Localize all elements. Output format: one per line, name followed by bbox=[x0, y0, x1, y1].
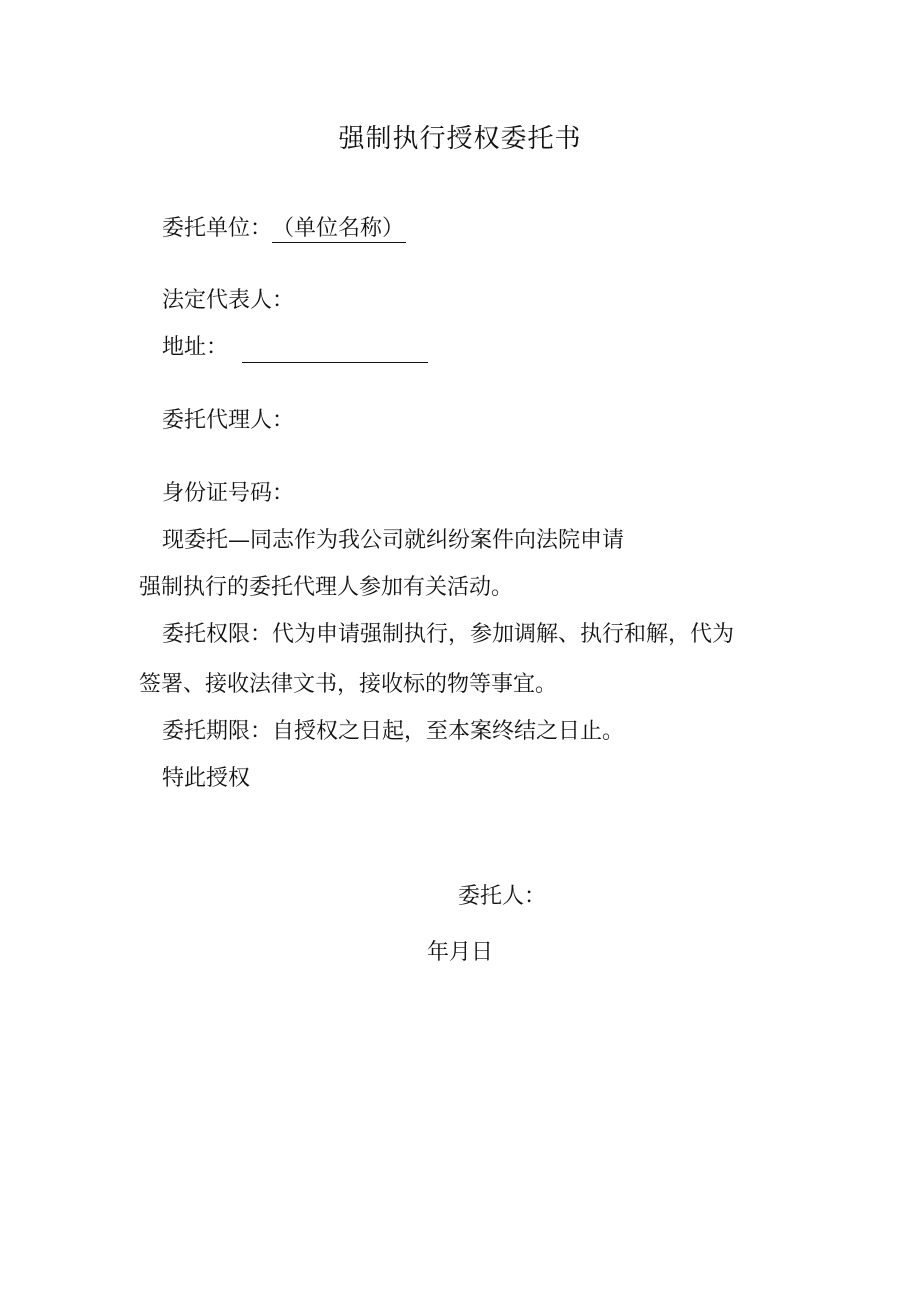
address-blank-line bbox=[242, 340, 428, 363]
legal-representative-label: 法定代表人： bbox=[162, 288, 295, 313]
closing-text: 特此授权 bbox=[162, 766, 251, 791]
document-title: 强制执行授权委托书 bbox=[338, 124, 582, 154]
paragraph3: 委托期限：自授权之日起，至本案终结之日止。 bbox=[162, 719, 625, 744]
agent-label: 委托代理人： bbox=[162, 408, 295, 433]
principal-unit-value: （单位名称） bbox=[272, 216, 405, 241]
principal-unit-label: 委托单位： bbox=[162, 216, 273, 241]
paragraph2-line2: 签署、接收法律文书，接收标的物等事宜。 bbox=[139, 672, 558, 697]
paragraph1-line2: 强制执行的委托代理人参加有关活动。 bbox=[139, 575, 514, 600]
paragraph1-line1: 现委托—同志作为我公司就纠纷案件向法院申请 bbox=[162, 528, 625, 553]
address-row bbox=[162, 333, 428, 363]
paragraph2-line1: 委托权限：代为申请强制执行，参加调解、执行和解，代为 bbox=[162, 622, 735, 647]
signature-label: 委托人： bbox=[458, 884, 547, 909]
id-number-label: 身份证号码： bbox=[162, 481, 295, 506]
date-label: 年月日 bbox=[427, 940, 494, 965]
address-label: 地址： bbox=[162, 335, 229, 360]
principal-unit-row bbox=[162, 214, 406, 244]
